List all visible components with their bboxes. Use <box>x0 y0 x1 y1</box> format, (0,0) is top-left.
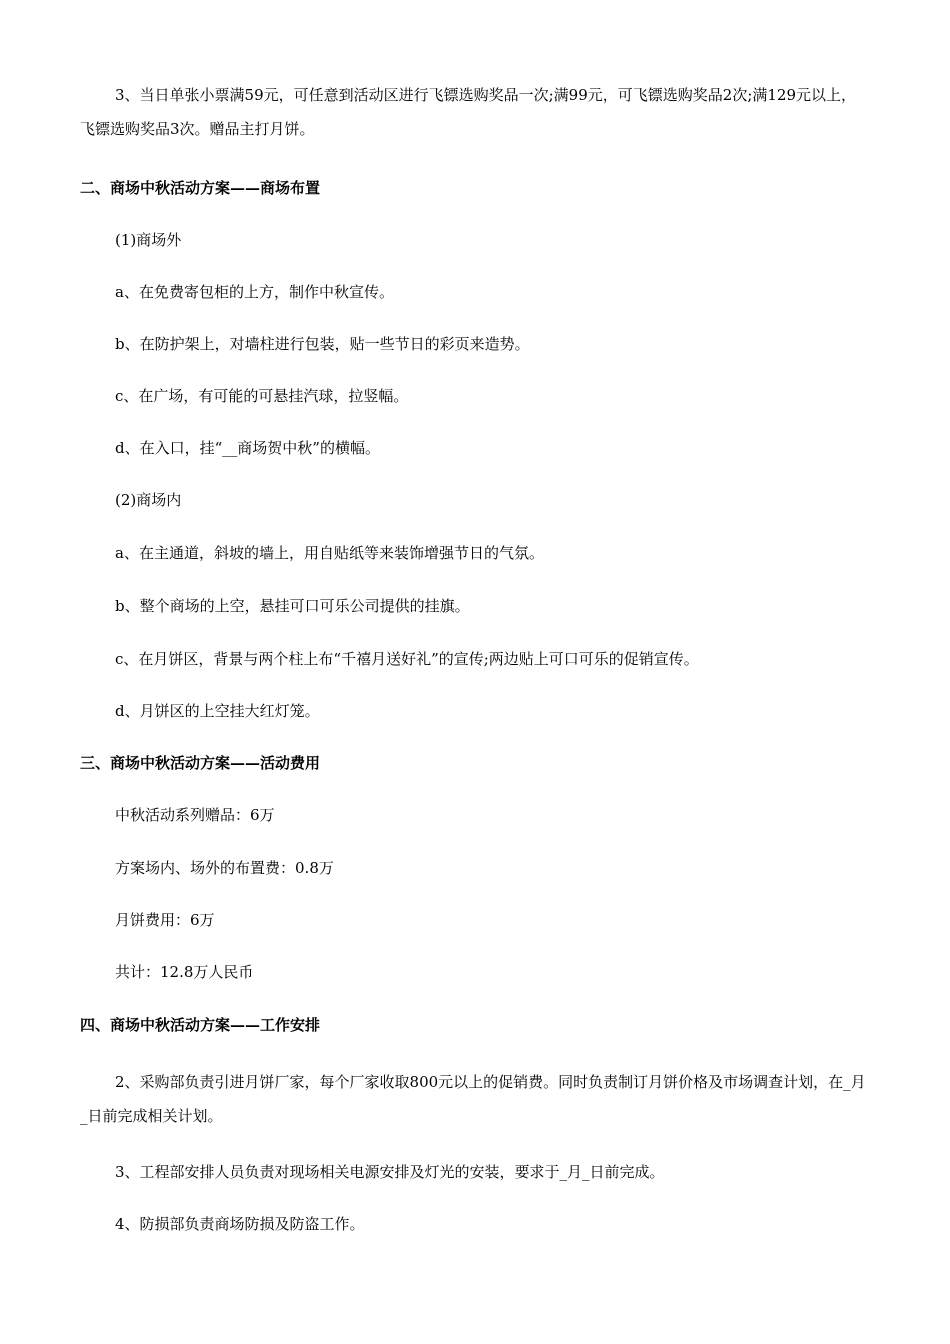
list-item: b、整个商场的上空，悬挂可口可乐公司提供的挂旗。 <box>115 597 470 615</box>
section-heading-layout: 二、商场中秋活动方案——商场布置 <box>80 179 321 197</box>
section-heading-work: 四、商场中秋活动方案——工作安排 <box>80 1016 321 1034</box>
cost-item: 方案场内、场外的布置费：0.8万 <box>115 859 334 877</box>
list-item: d、在入口，挂“__商场贺中秋”的横幅。 <box>115 439 380 457</box>
cost-item: 月饼费用：6万 <box>115 911 215 929</box>
list-item: c、在月饼区，背景与两个柱上布“千禧月送好礼”的宣传;两边贴上可口可乐的促销宣传。 <box>115 650 699 668</box>
paragraph-prize-rules: 3、当日单张小票满59元，可任意到活动区进行飞镖选购奖品一次;满99元，可飞镖选购奖品2次;满129元以上，飞镖选购奖品3次。赠品主打月饼。 <box>80 86 857 138</box>
cost-total: 共计：12.8万人民币 <box>115 963 254 981</box>
subsection-outside: (1)商场外 <box>115 231 182 249</box>
cost-item: 中秋活动系列赠品：6万 <box>115 806 275 824</box>
list-item: a、在免费寄包柜的上方，制作中秋宣传。 <box>115 283 394 301</box>
section-heading-costs: 三、商场中秋活动方案——活动费用 <box>80 754 321 772</box>
paragraph-purchasing: 2、采购部负责引进月饼厂家，每个厂家收取800元以上的促销费。同时负责制订月饼价格及市场调查计划，在_月_日前完成相关计划。 <box>80 1073 866 1125</box>
list-item: b、在防护架上，对墙柱进行包装，贴一些节日的彩页来造势。 <box>115 335 530 353</box>
list-item: 3、工程部安排人员负责对现场相关电源安排及灯光的安装，要求于_月_日前完成。 <box>115 1163 665 1181</box>
list-item: 4、防损部负责商场防损及防盗工作。 <box>115 1215 365 1233</box>
list-item: c、在广场，有可能的可悬挂汽球，拉竖幅。 <box>115 387 409 405</box>
list-item: d、月饼区的上空挂大红灯笼。 <box>115 702 320 720</box>
subsection-inside: (2)商场内 <box>115 491 182 509</box>
list-item: a、在主通道，斜坡的墙上，用自贴纸等来装饰增强节日的气氛。 <box>115 544 544 562</box>
